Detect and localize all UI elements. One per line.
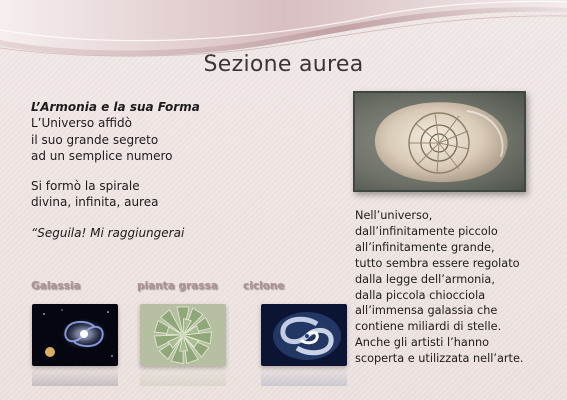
galaxy-image — [32, 304, 118, 366]
paragraph-line: Nell’universo, — [355, 209, 433, 222]
cyclone-reflection — [261, 368, 347, 386]
paragraph-line: dalla legge dell’armonia, — [355, 272, 495, 286]
caption-galassia: Galassia — [31, 280, 81, 292]
poem-quote: “Seguila! Mi raggiungerai — [31, 225, 185, 240]
paragraph-line: scoperta e utilizzata nell’arte. — [355, 352, 524, 366]
caption-ciclone: ciclone — [243, 280, 285, 292]
paragraph-line: all’immensa galassia che — [355, 304, 498, 318]
poem-line: L’Universo affidò — [31, 116, 132, 131]
poem-line: Si formò la spirale — [31, 179, 140, 194]
succulent-reflection — [140, 368, 226, 386]
galaxy-reflection — [32, 368, 118, 386]
succulent-image — [140, 304, 226, 366]
paragraph-line: tutto sembra essere regolato — [355, 256, 520, 270]
poem-spacer — [31, 211, 331, 225]
paragraph-line: dalla piccola chiocciola — [355, 288, 486, 302]
caption-pianta-grassa: pianta grassa — [137, 280, 218, 292]
paragraph-line: dall’infinitamente piccolo — [355, 224, 498, 238]
poem-spacer — [31, 164, 331, 178]
slide-title: Sezione aurea — [203, 52, 364, 77]
poem-line: divina, infinita, aurea — [31, 195, 159, 210]
paragraph-line: contiene miliardi di stelle. — [355, 320, 502, 334]
nautilus-shell-image — [353, 91, 526, 192]
poem-line: il suo grande segreto — [31, 132, 159, 147]
paragraph-line: all’infinitamente grande, — [355, 240, 495, 254]
cyclone-image — [261, 304, 347, 366]
paragraph-line: Anche gli artisti l’hanno — [355, 336, 490, 350]
poem-block — [31, 99, 331, 241]
poem-heading: L’Armonia e la sua Forma — [31, 100, 200, 114]
description-paragraph — [355, 208, 555, 367]
poem-line: ad un semplice numero — [31, 148, 173, 163]
